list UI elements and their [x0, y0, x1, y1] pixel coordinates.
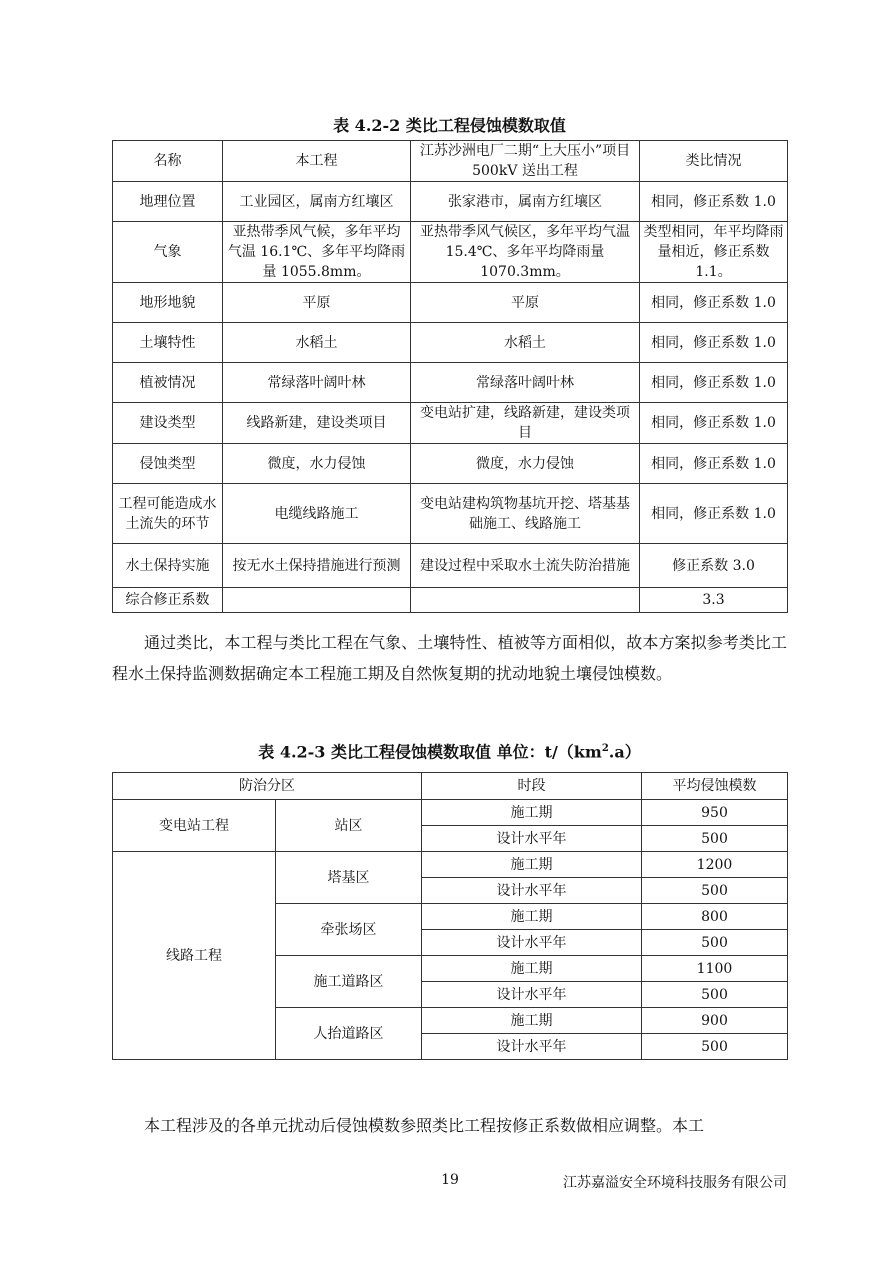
sub-zone-cell: 牵张场区: [276, 904, 422, 956]
analog-cell: 水稻土: [411, 323, 640, 363]
table2-caption-tail: .a）: [608, 742, 641, 762]
table2-caption-superscript: 2: [601, 743, 609, 754]
table-row: [113, 363, 788, 403]
comparison-cell: 类型相同，年平均降雨量相近，修正系数 1.1。: [640, 222, 788, 283]
analog-cell: 平原: [411, 283, 640, 323]
sub-zone-cell: 施工道路区: [276, 956, 422, 1008]
table2-header-zone: 防治分区: [113, 773, 422, 800]
comparison-cell: 相同，修正系数 1.0: [640, 484, 788, 544]
analysis-paragraph: 通过类比，本工程与类比工程在气象、土壤特性、植被等方面相似，故本方案拟参考类比工程水土保持监测数据确定本工程施工期及自然恢复期的扰动地貌土壤侵蚀模数。: [112, 633, 787, 683]
sub-zone-cell: 塔基区: [276, 852, 422, 904]
comparison-cell: 相同，修正系数 1.0: [640, 444, 788, 484]
modulus-cell: 1200: [642, 852, 788, 878]
table-row: [113, 222, 788, 283]
project-cell: 水稻土: [223, 323, 411, 363]
period-cell: 施工期: [422, 904, 642, 930]
row-name: 土壤特性: [113, 323, 223, 363]
table2-header-period: 时段: [422, 773, 642, 800]
table-row: [113, 444, 788, 484]
row-name: 水土保持实施: [113, 544, 223, 588]
analog-cell: 微度，水力侵蚀: [411, 444, 640, 484]
table-row: [113, 283, 788, 323]
period-cell: 设计水平年: [422, 878, 642, 904]
table-row: [113, 484, 788, 544]
period-cell: 施工期: [422, 1008, 642, 1034]
table1-body: [113, 182, 788, 613]
project-cell: 线路新建，建设类项目: [223, 403, 411, 444]
project-cell: 电缆线路施工: [223, 484, 411, 544]
analog-cell: 亚热带季风气候区，多年平均气温 15.4℃、多年平均降雨量 1070.3mm。: [411, 222, 640, 283]
table2-body: [113, 800, 788, 1060]
company-name: 江苏嘉溢安全环境科技服务有限公司: [563, 1175, 787, 1191]
comparison-cell: 3.3: [640, 588, 788, 613]
table2-caption-main: 表 4.2-3 类比工程侵蚀模数取值 单位：t/（km: [258, 742, 602, 762]
erosion-modulus-table: [112, 772, 788, 1060]
modulus-cell: 500: [642, 878, 788, 904]
project-cell: 常绿落叶阔叶林: [223, 363, 411, 403]
period-cell: 设计水平年: [422, 826, 642, 852]
sub-zone-cell: 站区: [276, 800, 422, 852]
period-cell: 设计水平年: [422, 1034, 642, 1060]
comparison-cell: 相同，修正系数 1.0: [640, 182, 788, 222]
table1-header-project: 本工程: [223, 141, 411, 182]
period-cell: 施工期: [422, 956, 642, 982]
table2-caption: [112, 739, 787, 762]
modulus-cell: 500: [642, 1034, 788, 1060]
table-row: [113, 403, 788, 444]
project-cell: 微度，水力侵蚀: [223, 444, 411, 484]
row-name: 建设类型: [113, 403, 223, 444]
project-cell: [223, 588, 411, 613]
table1-header-row: [113, 141, 788, 182]
table-row: [113, 323, 788, 363]
period-cell: 施工期: [422, 852, 642, 878]
modulus-cell: 950: [642, 800, 788, 826]
row-name: 工程可能造成水土流失的环节: [113, 484, 223, 544]
table-row: [113, 800, 788, 826]
sub-zone-cell: 人抬道路区: [276, 1008, 422, 1060]
adjustment-paragraph: 本工程涉及的各单元扰动后侵蚀模数参照类比工程按修正系数做相应调整。本工: [144, 1116, 705, 1135]
modulus-cell: 900: [642, 1008, 788, 1034]
analog-cell: [411, 588, 640, 613]
project-cell: 工业园区，属南方红壤区: [223, 182, 411, 222]
modulus-cell: 1100: [642, 956, 788, 982]
comparison-cell: 相同，修正系数 1.0: [640, 323, 788, 363]
project-cell: 按无水土保持措施进行预测: [223, 544, 411, 588]
analog-cell: 变电站建构筑物基坑开挖、塔基基础施工、线路施工: [411, 484, 640, 544]
table-row: [113, 182, 788, 222]
table-row: [113, 588, 788, 613]
row-name: 地理位置: [113, 182, 223, 222]
table1-header-analog: 江苏沙洲电厂二期“上大压小”项目 500kV 送出工程: [411, 141, 640, 182]
comparison-cell: 相同，修正系数 1.0: [640, 283, 788, 323]
zone-group-cell: 线路工程: [113, 852, 276, 1060]
analog-comparison-table: [112, 140, 788, 613]
analog-cell: 张家港市，属南方红壤区: [411, 182, 640, 222]
table-row: [113, 852, 788, 878]
row-name: 侵蚀类型: [113, 444, 223, 484]
table2-header-row: [113, 773, 788, 800]
modulus-cell: 500: [642, 982, 788, 1008]
project-cell: 亚热带季风气候，多年平均气温 16.1℃、多年平均降雨量 1055.8mm。: [223, 222, 411, 283]
page-number: 19: [441, 1172, 459, 1188]
table1-header-name: 名称: [113, 141, 223, 182]
project-cell: 平原: [223, 283, 411, 323]
table-row: [113, 544, 788, 588]
row-name: 气象: [113, 222, 223, 283]
row-name: 植被情况: [113, 363, 223, 403]
period-cell: 施工期: [422, 800, 642, 826]
row-name: 地形地貌: [113, 283, 223, 323]
comparison-cell: 相同，修正系数 1.0: [640, 403, 788, 444]
comparison-cell: 相同，修正系数 1.0: [640, 363, 788, 403]
comparison-cell: 修正系数 3.0: [640, 544, 788, 588]
modulus-cell: 800: [642, 904, 788, 930]
period-cell: 设计水平年: [422, 930, 642, 956]
modulus-cell: 500: [642, 826, 788, 852]
analog-cell: 建设过程中采取水土流失防治措施: [411, 544, 640, 588]
period-cell: 设计水平年: [422, 982, 642, 1008]
table2-header-modulus: 平均侵蚀模数: [642, 773, 788, 800]
table1-caption: 表 4.2-2 类比工程侵蚀模数取值: [333, 116, 566, 135]
table1-header-comparison: 类比情况: [640, 141, 788, 182]
row-name: 综合修正系数: [113, 588, 223, 613]
zone-group-cell: 变电站工程: [113, 800, 276, 852]
modulus-cell: 500: [642, 930, 788, 956]
analog-cell: 变电站扩建，线路新建，建设类项目: [411, 403, 640, 444]
analog-cell: 常绿落叶阔叶林: [411, 363, 640, 403]
